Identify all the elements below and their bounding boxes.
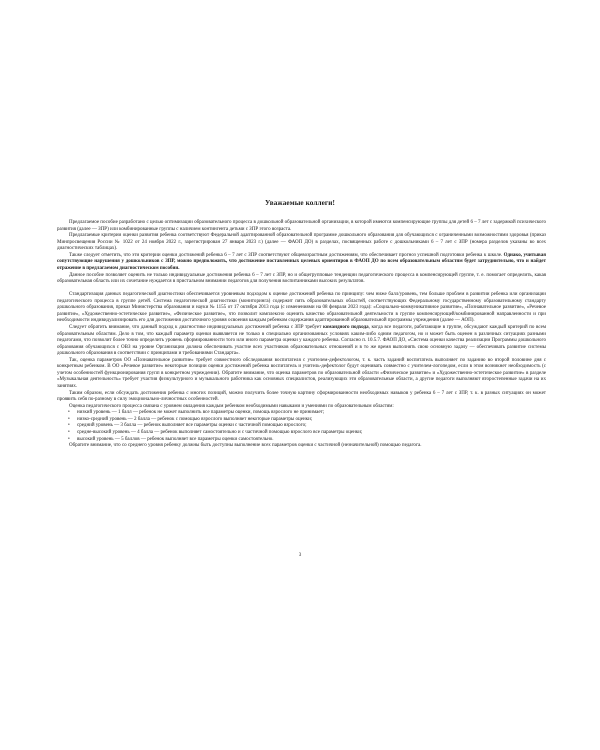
paragraph-standardization: Стандартизация данных педагогической диагностики обеспечивается уровневым подходом к оценке достижений ребенка по принципу: чем ниже балл/уровень, тем больше проблем в развитии ребенка или организации педагогического процесса в группе детей. Система педагогической диагностики (мониторинга) содержит пять образовательных областей, соответствующих Федеральному государственному образовательному стандарту дошкольного образования, приказ Министерства образования и науки № 1155 от 17 октября 2013 года (с изменениями на 08 февраля 2023 года): «Социально-коммуникативное развитие», «Познавательное развитие», «Речевое развитие», «Художественно-эстетическое развитие», «Физическое развитие», что позволит комплексно оценить качество образовательной деятельности в группе компенсирующей/комбинированной направленности и при необходимости индивидуализировать его для достижения достаточного уровня освоения каждым ребенком содержания адаптированной образовательной программы учреждения (далее — АОП). (57, 292, 546, 324)
levels-list (57, 410, 546, 443)
document-body (57, 220, 546, 450)
paragraph-purpose: Данное пособие позволяет оценить не только индивидуальные достижения ребенка 6 – 7 лет с ЗПР, но и общегрупповые тенденции педагогического процесса в компенсирующей группе, т. е. помогает определить, какая образовательная область или их сочетание нуждается в пристальном внимании педагогов для получения воспитанниками высоких результатов. (57, 272, 546, 285)
paragraph-criteria: Предлагаемые критерии оценки развития ребенка соответствуют Федеральной адаптированной образовательной программе дошкольного образования для обучающихся с ограниченными возможностями здоровья (приказ Минпросвещения России № 1022 от 24 ноября 2022 г., зарегистрирован 27 января 2023 г.) (далее — ФАОП ДО) в разделах, посвященных работе с дошкольниками 6 – 7 лет с ЗПР (номера разделов указаны во всех диагностических таблицах). (57, 233, 546, 252)
paragraph-warning: Однако, учитывая сопутствующие нарушения у дошкольников с ЗПР, можно предположить, что достижение поставленных целевых ориентиров в ФАОП ДО по всем образовательным областям будет затруднительно, что и найдет отражение в предлагаемом диагностическом пособии. (57, 252, 546, 271)
paragraph-summary: Таким образом, если обсуждать достижения ребенка с многих позиций, можно получить более точную картину сформированности необходимых навыков у ребенка 6 – 7 лет с ЗПР, т. к. в разных ситуациях он может проявить себя по-разному в силу эмоционально-личностных особенностей. (57, 390, 546, 403)
paragraph-note-text: Также следует отметить, что эти критерии оценки достижений ребенка 6 – 7 лет с ЗПР соответствуют общевозрастным достижениям, что обеспечивает прогноз успешной подготовки ребенка к школе. (69, 252, 503, 258)
page-number: 3 (298, 553, 302, 558)
paragraph-parameters: Так, оценка параметров ОО «Познавательное развитие» требует совместного обследования воспитателя с учителем-дефектологом, т. к. часть заданий воспитатель выполняет по заданию во второй половине дня с конкретным ребенком. В ОО «Речевое развитие» некоторые позиции оценки достижений ребенка воспитатель и учитель-дефектолог будут оценивать совместно с учителем-логопедом, если в этом возникнет необходимость (с учетом особенностей функционирования групп в конкретном учреждении). Обратите внимание, что оценка параметров по образовательной области «Физическое развитие» и «Художественно-эстетическое развитие» в разделе «Музыкальная деятельность» требует участия физкультурного и музыкального работника как основных специалистов, реализующих эти образовательные области, а другие педагоги выполняют второстепенные задачи на их занятиях. (57, 357, 546, 389)
paragraph-intro: Предлагаемое пособие разработано с целью оптимизации образовательного процесса в дошкольной образовательной организации, в которой имеются компенсирующие группы для детей 6 – 7 лет с задержкой психического развития (далее — ЗПР) или комбинированные группы с наличием контингента детьми с ЗПР этого возраста. (57, 220, 546, 232)
team-rest: , когда все педагоги, работающие в группе, обсуждают каждый критерий по всем образовательным областям. Дело в том, что каждый параметр оценки выявляется не только в специально организованных условиях каким-либо одним педагогом, но и может быть оценен в различных ситуациях разными педагогами, что позволит более точно определить уровень сформированности того или иного параметра оценки у каждого ребенка. Согласно п. 10.5.7. ФАОП ДО, «Система оценки качества реализации Программы дошкольного образования обучающихся с ОВЗ на уровне Организации должна обеспечивать участие всех участников образовательных отношений и в то же время выполнять свою основную задачу — обеспечивать развитие системы дошкольного образования в соответствии с принципами и требованиями Стандарта». (57, 324, 547, 357)
list-item: • высокий уровень — 5 баллов — ребенок выполняет все параметры оценки самостоятельно. (57, 437, 546, 444)
page-title: Уважаемые коллеги! (264, 199, 336, 207)
team-bold: командного подхода (322, 324, 369, 330)
paragraph-levels-intro: Оценка педагогического процесса связана с уровнем овладения каждым ребенком необходимыми навыками и умениями по образовательным областям: (69, 403, 394, 409)
list-item: • низкий уровень — 1 балл — ребенок не может выполнить все параметры оценки, помощь взрослого не принимает; (57, 410, 546, 417)
list-item: • низко-средний уровень — 2 балла — ребенок с помощью взрослого выполняет некоторые параметры оценки; (57, 417, 546, 424)
paragraph-note (57, 253, 546, 273)
paragraph-closing: Обратите внимание, что со среднего уровня ребенку должны быть доступны выполнение всех параметров оценки с частичной (незначительной) помощью педагога. (69, 443, 422, 449)
paragraph-team (57, 325, 546, 358)
team-intro: Следует обратить внимание, что данный подход к диагностике индивидуальных достижений ребенка с ЗПР требует (69, 324, 323, 330)
list-item: • средний уровень — 3 балла — ребенок выполняет все параметры оценки с частичной помощью взрослого; (57, 423, 546, 430)
list-item: • средне-высокий уровень — 4 балла — ребенок выполняет самостоятельно и с частичной помощью взрослого все параметры оценки; (57, 430, 546, 437)
